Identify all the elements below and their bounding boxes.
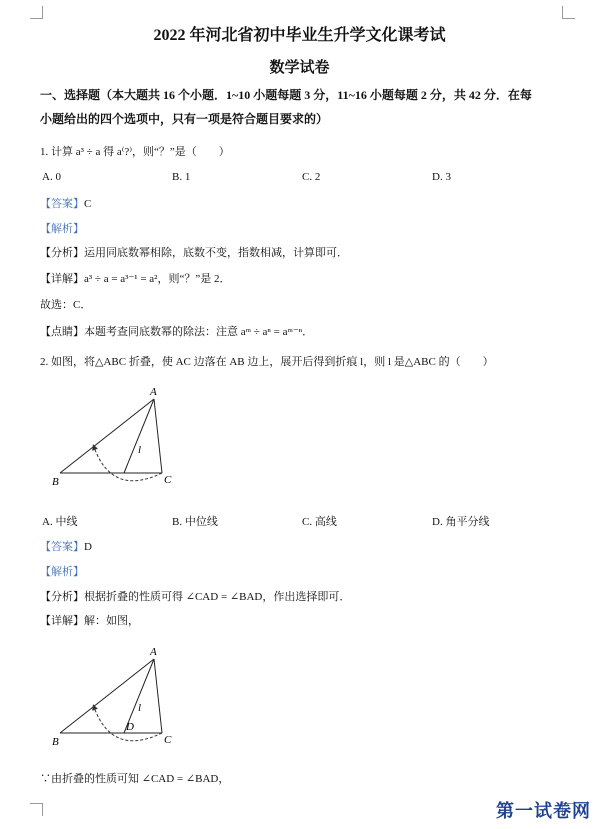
crop-mark-top-left (30, 6, 43, 19)
q1-guxuan: 故选：C． (40, 299, 92, 311)
answer-tag: 【答案】 (40, 198, 84, 210)
q1-answer (40, 195, 91, 211)
q1-stem: 1. 计算 a³ ÷ a 得 a⁽?⁾，则“？”是（ ） (40, 146, 230, 158)
q2-option-b: B. 中位线 (172, 516, 218, 528)
q1-option-a: A. 0 (42, 171, 61, 183)
label-d: D (126, 721, 134, 733)
crop-mark-bottom-left (30, 803, 43, 816)
q2-option-c: C. 高线 (302, 516, 337, 528)
crop-mark-top-right (562, 6, 575, 19)
answer-value: C (84, 198, 92, 210)
q2-xiangjie: 【详解】解：如图， (40, 615, 139, 627)
q2-analysis-tag: 【解析】 (40, 566, 84, 578)
answer-value: D (84, 541, 92, 553)
label-c: C (164, 474, 172, 486)
q2-last-line: ∵由折叠的性质可知 ∠CAD = ∠BAD， (40, 773, 230, 785)
q1-option-c: C. 2 (302, 171, 321, 183)
label-l: l (138, 444, 142, 456)
page-subtitle: 数学试卷 (269, 60, 330, 76)
q1-option-b: B. 1 (172, 171, 191, 183)
q2-figure-solution (40, 645, 200, 750)
q1-option-d: D. 3 (432, 171, 451, 183)
label-l: l (138, 702, 142, 714)
q2-stem: 2. 如图，将△ABC 折叠，使 AC 边落在 AB 边上，展开后得到折痕 l，则 l 是△ABC 的（ ） (40, 356, 494, 368)
answer-tag: 【答案】 (40, 541, 84, 553)
page-title: 2022 年河北省初中毕业生升学文化课考试 (153, 27, 446, 44)
label-a: A (150, 646, 157, 658)
q1-dianjing: 【点睛】本题考查同底数幂的除法：注意 aᵐ ÷ aⁿ = aᵐ⁻ⁿ． (40, 326, 314, 338)
q1-analysis-tag: 【解析】 (40, 223, 84, 235)
q1-fenxi: 【分析】运用同底数幂相除，底数不变，指数相减，计算即可． (40, 247, 348, 259)
label-b: B (52, 736, 59, 748)
q2-figure-triangle (40, 385, 200, 490)
q1-xiangjie: 【详解】a³ ÷ a = a³⁻¹ = a²，则“？”是 2． (40, 273, 231, 285)
q2-option-a: A. 中线 (42, 516, 78, 528)
q2-fenxi: 【分析】根据折叠的性质可得 ∠CAD = ∠BAD，作出选择即可． (40, 591, 351, 603)
q2-answer (40, 538, 92, 554)
label-b: B (52, 476, 59, 488)
section-heading: 一、选择题（本大题共 16 个小题．1~10 小题每题 3 分，11~16 小题每题 2 分，共 42 分．在每 (40, 88, 532, 102)
q2-option-d: D. 角平分线 (432, 516, 490, 528)
label-a: A (150, 386, 157, 398)
watermark-logo: 第一试卷网 (496, 801, 591, 822)
section-heading-cont: 小题给出的四个选项中，只有一项是符合题目要求的） (40, 112, 329, 126)
label-c: C (164, 734, 172, 746)
